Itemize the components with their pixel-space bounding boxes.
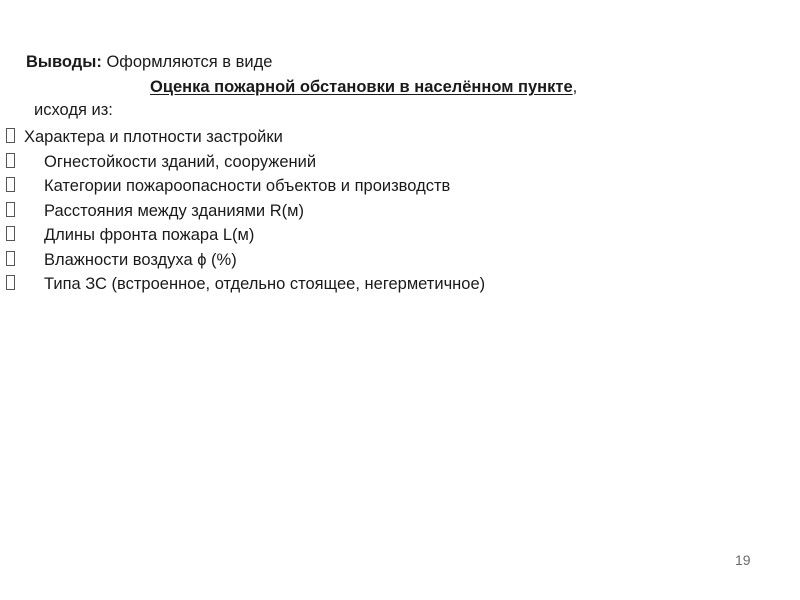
assessment-heading: Оценка пожарной обстановки в населённом пункте <box>150 78 573 96</box>
basis-text: исходя из: <box>34 101 113 119</box>
assessment-heading-line <box>150 76 577 98</box>
bullet-icon <box>6 275 15 290</box>
page-number: 19 <box>735 552 751 568</box>
factor-text: Категории пожароопасности объектов и производств <box>44 177 451 195</box>
factor-text: Характера и плотности застройки <box>24 128 283 146</box>
factor-text: Огнестойкости зданий, сооружений <box>44 152 317 171</box>
bullet-icon <box>6 226 15 241</box>
bullet-icon <box>6 153 15 168</box>
assessment-heading-comma: , <box>572 78 578 96</box>
conclusions-label: Выводы: <box>26 53 102 71</box>
factor-text: Расстояния между зданиями R(м) <box>44 201 304 220</box>
bullet-icon <box>6 251 15 266</box>
conclusions-text: Оформляются в виде <box>101 53 273 71</box>
bullet-icon <box>6 128 15 143</box>
factor-text: Влажности воздуха ϕ (%) <box>44 250 237 269</box>
bullet-icon <box>6 177 15 192</box>
factor-text: Длины фронта пожара L(м) <box>44 226 255 244</box>
factor-text: Типа ЗС (встроенное, отдельно стоящее, негерметичное) <box>44 275 486 293</box>
conclusions-line <box>26 51 272 73</box>
bullet-icon <box>6 202 15 217</box>
